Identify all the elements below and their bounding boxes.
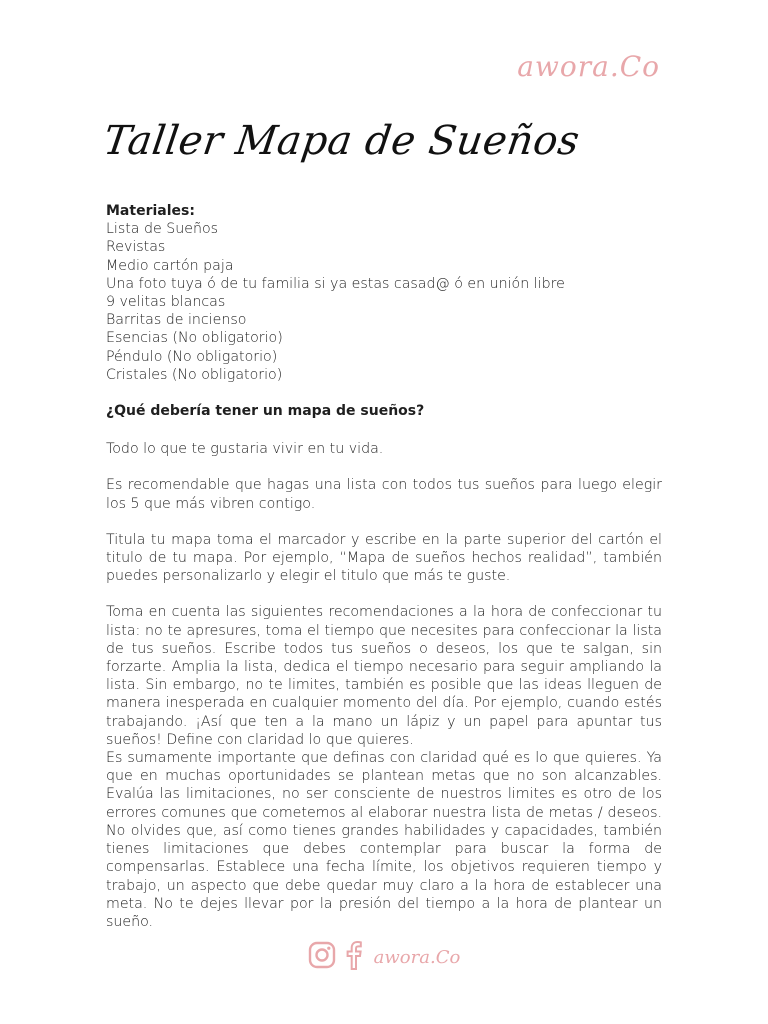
list-item: Lista de Sueños: [106, 221, 219, 238]
page-title: Taller Mapa de Sueños: [100, 118, 583, 164]
list-item: Una foto tuya ó de tu familia si ya estas casad@ ó en unión libre: [106, 275, 565, 292]
list-item: Esencias (No obligatorio): [106, 330, 283, 347]
list-item: Barritas de incienso: [106, 312, 247, 329]
paragraph: Todo lo que te gustaria vivir en tu vida.: [106, 441, 384, 458]
instagram-icon[interactable]: [308, 941, 336, 973]
facebook-icon[interactable]: [344, 940, 362, 974]
brand-logo: awora.Co: [517, 50, 660, 83]
document-body: [106, 202, 662, 949]
list-item: 9 velitas blancas: [106, 294, 226, 311]
paragraph: Es recomendable que hagas una lista con todos tus sueños para luego elegir los 5 que más vibren contigo.: [106, 477, 662, 512]
paragraph: Titula tu mapa toma el marcador y escribe en la parte superior del cartón el titulo de tu mapa. Por ejemplo, “Mapa de sueños hechos realidad”, también puedes personalizarlo y elegir el titulo que más te guste.: [106, 531, 662, 585]
list-item: Revistas: [106, 239, 166, 256]
footer: [0, 940, 768, 974]
paragraph: Es sumamente importante que definas con claridad qué es lo que quieres. Ya que en muchas oportunidades se plantean metas que no son alcanzables. Evalúa las limitaciones, no ser consciente de nuestros limites es otro de los errores comunes que cometemos al elaborar nuestra lista de metas / deseos. No olvides que, así como tienes grandes habilidades y capacidades, también tienes limitaciones que debes contemplar para buscar la forma de compensarlas. Establece una fecha límite, los objetivos requieren tiempo y trabajo, un aspecto que debe quedar muy claro a la hora de establecer una meta. No te dejes llevar por la presión del tiempo a la hora de plantear un sueño.: [106, 750, 662, 930]
paragraph: Toma en cuenta las siguientes recomendaciones a la hora de confeccionar tu lista: no te apresures, toma el tiempo que necesites para confeccionar la lista de tus sueños. Escribe todos tus sueños o deseos, los que te salgan, sin forzarte. Amplia la lista, dedica el tiempo necesario para seguir ampliando la lista. Sin embargo, no te limites, también es posible que las ideas lleguen de manera inesperada en cualquier momento del día. Por ejemplo, cuando estés trabajando. ¡Así que ten a la mano un lápiz y un papel para apuntar tus sueños! Define con claridad lo que quieres.: [106, 604, 662, 748]
list-item: Medio cartón paja: [106, 257, 234, 274]
materials-heading: Materiales:: [106, 203, 195, 219]
list-item: Cristales (No obligatorio): [106, 366, 283, 383]
footer-brand: awora.Co: [373, 946, 461, 968]
materials-list: [106, 220, 662, 384]
list-item: Péndulo (No obligatorio): [106, 348, 278, 365]
section-question: ¿Qué debería tener un mapa de sueños?: [106, 403, 425, 420]
